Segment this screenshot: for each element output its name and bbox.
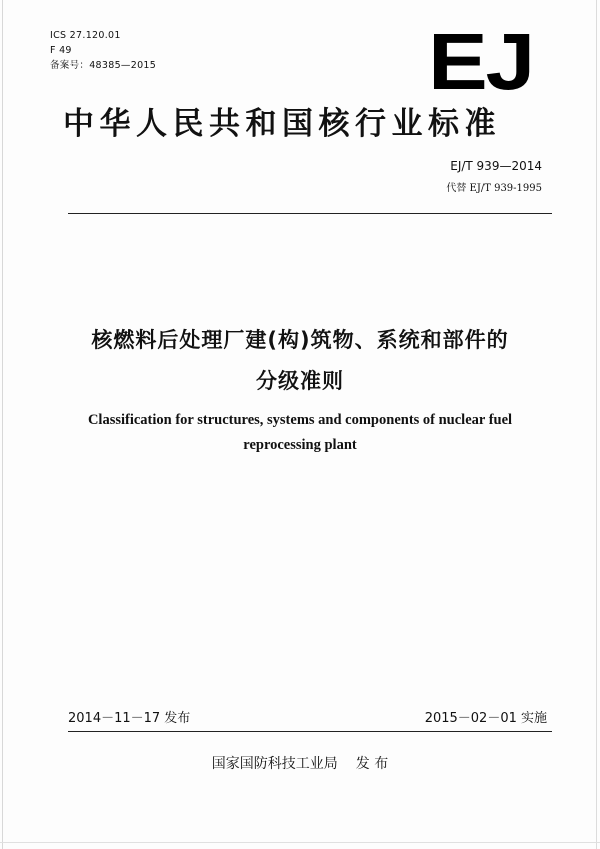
title-chinese-line1: 核燃料后处理厂建(构)筑物、系统和部件的 [91,328,509,352]
title-english-line1: Classification for structures, systems and components of nuclear fuel [87,412,513,428]
standard-type-title: 中华人民共和国核行业标准 [63,106,501,142]
publish-label: 发 布 [355,756,389,772]
record-number: 备案号：48385—2015 [50,60,157,71]
bottom-divider [68,731,552,732]
replaces-note: 代替 EJ/T 939-1995 [446,183,542,194]
classification-block [50,28,156,73]
publisher-name: 国家国防科技工业局 [211,756,338,772]
ics-code: ICS 27.120.01 [50,30,121,41]
ej-logo: EJ [428,17,534,106]
top-divider [68,213,552,214]
issue-date: 2014－11－17 发布 [68,711,191,726]
page-edge [0,842,600,843]
category-code: F 49 [50,45,72,56]
publisher-line [0,753,600,773]
standard-code: EJ/T 939—2014 [450,159,542,173]
implementation-date: 2015－02－01 实施 [424,711,547,726]
title-english-line2: reprocessing plant [243,437,357,453]
title-chinese-line2: 分级准则 [256,369,344,393]
